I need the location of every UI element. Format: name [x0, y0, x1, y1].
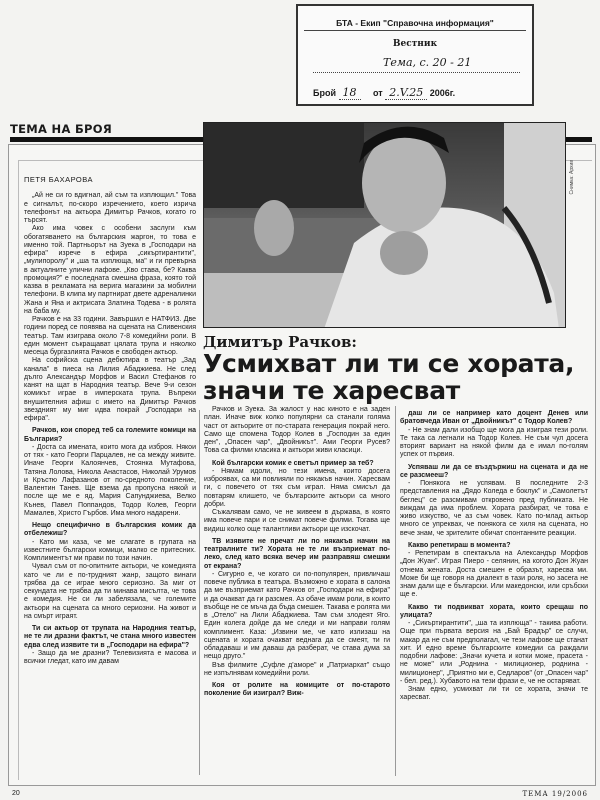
article-headline: Усмихват ли ти се хората, значи те харесват [203, 349, 575, 405]
interview-question: Нещо специфично в българския комик да отбележиш? [24, 522, 196, 538]
article-paragraph: Във филмите „Суфле д'аморе" и „Патриархат" също не изпълнявам комедийни роли. [204, 661, 390, 677]
column-divider [395, 406, 396, 776]
interview-question: Успяваш ли да се въздържиш на сцената и да не се разсмееш? [400, 463, 588, 479]
interview-question: Какво репетираш в момента? [408, 541, 511, 549]
article-paragraph: - Като ми каза, че ме слагате в групата на известните български комици, малко се притесних. Комплиментът ми прави по този начин. [24, 538, 196, 562]
article-paragraph: Ако има човек с особени заслуги към обогатяването на българския жаргон, то това е именно той. Партньорът на Зуека в „Господари на ефира" изрече в ефира „сикъртирантити", „мулипоролу" и „ша та изплюща, ма" и ги превърна в актуалните улични лафове. „Кво става, бе? Каква промоция?" е последната смешна фраза, която той казва в рекламата на верига магазини за мобилни телефони. В клипа му партнират двете адреналинки Жана и Яна и актрисата Златина Тодева - в ролята на баба му. [24, 225, 196, 315]
article-paragraph: - Защо да ме дразни? Телевизията е масова и всички гледат, като им давам [24, 649, 196, 665]
interview-question: Рачков, кои според теб са големите комици на България? [24, 427, 196, 443]
article-paragraph: Рачков е на 33 години. Завършил е НАТФИЗ. Две години поред се появява на сцената на Сливенския театър. Там изиграва около 7-8 комедийни роли. В един момент съкращават цялата трупа и няколко месеца бургазлията Рачков е свободен актьор. [24, 316, 196, 356]
stamp-issue-row [313, 86, 455, 99]
article-photo [203, 122, 566, 328]
article-paragraph: Рачков и Зуека. За жалост у нас киното е на заден план. Иначе виж колко популярни са станали голяма част от актьорите от по-старата генерация покрай него. Само ще спомена Тодор Колев в „Господин за един ден", „Опасен чар", „Двойникът". Ами Георги Русев? Това са филми класика и актьори живи класици. [204, 406, 390, 455]
article-paragraph: Съжалявам само, че не живеем в държава, в която има повече пари и се снимат повече филми. Тогава ще видиш колко още талантливи актьори ще изскочат. [204, 509, 390, 533]
stamp-publication: Тема, с. 20 - 21 [313, 56, 520, 73]
article-column-2 [204, 406, 390, 776]
article-paragraph: - Понякога не успявам. В последните 2-3 представления на „Дядо Коледа е боклук" и „Самолетът беглец" се разсмивам откровено пред публиката. Не виждам да има проблем. Хората разбират, че това е живо изкуство, че аз съм човек. Като по-млад актьор много се упреквах, че понякога се хиля на сцената, но вече знам, че зрителите обичат спонтанните реакции. [400, 480, 588, 537]
article-paragraph: „Ай не си го вдигнал, ай съм та изплющил." Това е сигналът, по-скоро изречението, което изрича телефонът на актьора Димитър Рачков, когато го търсят. [24, 192, 196, 224]
stamp-issue: 18 [339, 86, 361, 100]
interview-question: даш ли се например като доцент Денев или братовчеда Иван от „Двойникът" с Тодор Колев? [400, 410, 588, 426]
section-rule-left [10, 137, 205, 142]
archive-stamp [296, 4, 534, 106]
article-kicker: Димитър Рачков: [203, 333, 357, 351]
article-paragraph: - Сигурно е, че когато си по-популярен, привличаш повече публика в театъра. Възможно е хората в салона да ме възприемат като Рачков от „Господари на ефира" и да очакват да ги разсмея. Аз обаче имам роли, в които въобще не се мъча да бъда смешен. Такава е ролята ми в „Отело" на Лили Абаджиева. Там съм злодеят Яго. Един колега дойде да ме следи и ми направи голям комплимент. Каза: „Извини ме, че като излизаш на сцената и хората очакват веднага да се смеят, ти ги обладаваш и им даваш да разберат, че става дума за нещо друго." [204, 570, 390, 661]
article-column-3 [400, 406, 588, 776]
section-rule-right [565, 137, 592, 142]
page-number: 20 [12, 790, 20, 797]
interview-question: Ти си актьор от трупата на Народния театър, не те ли дразни фактът, че стана много известен едва след изявите ти в „Господари на ефира"? [24, 625, 196, 649]
stamp-issue-label: Брой [313, 88, 336, 98]
article-column-1 [24, 170, 196, 778]
article-author: ПЕТЯ БАХАРОВА [24, 175, 94, 184]
stamp-org: БТА - Екип "Справочна информация" [304, 18, 526, 31]
interview-question: Коя от ролите на комиците от по-старото поколение би изиграл? Виж- [204, 682, 390, 698]
interview-question: Какво ти подвикват хората, които срещаш по улицата? [400, 603, 588, 619]
article-paragraph: - „Сикъртирантити", „ша та изплюща" - такива работи. Още при първата версия на „Бай Брадър" се случи, макар да не съм предполагал, че тези лафове ще станат хит. И едно време българските комедии са раждали подобни лафове: „Значи кучета и котки може, прасета - не може" или „Роднина - милиционер, роднина - милиционер", „Приятно ми е, Седларов" (от „Опасен чар" - бел. ред.). Хубавото на тези фрази е, че не остаряват. [400, 620, 588, 685]
stamp-year: 2006г. [429, 88, 456, 98]
article-paragraph: - Репетирам в спектакъла на Александър Морфов „Дон Жуан". Играя Пиеро - селянин, на когото Дон Жуан отнема жената. Доста смешен е образът, харесва ми. Може би ще говоря на диалект в тази роля, но засега не знам дали ще е български. Или македонски, или сръбски ще е. [400, 550, 588, 599]
article-paragraph: - Доста са имената, които мога да изброя. Някои от тях - като Георги Парцалев, не са между живите. Иначе Георги Калоянчев, Стоянка Мутафова, Татяна Лолова, Никола Анастасов, Николай Урумов и Кръстю Лафазанов от по-средното поколение, Валентин Танев. Ще взема да пропусна някой и после ще ме е яд. Мария Сапунджиева, Велко Кънев, Павел Поппандов, Тодор Колев, Георги Мамалев, Христо Гърбов. Има много надарени. [24, 443, 196, 517]
interview-question: Кой български комик е светъл пример за теб? [212, 459, 374, 467]
stamp-date-label: от [373, 88, 383, 98]
portrait-photo-illustration [204, 123, 566, 328]
column-divider [199, 410, 200, 775]
photo-credit: Снимка: Архив [569, 160, 575, 195]
stamp-date: 2.V.25 [385, 86, 427, 100]
article-paragraph: Чувал съм от по-опитните актьори, че комедията като че ли е по-трудният жанр, защото винаги трябва да се играе много сериозно. За миг от секундата не трябва да ти минава мисълта, че това е комедия. Не си ли забелязала, че големите актьори на сцената са много сериозни. На живот и на смърт играят. [24, 563, 196, 620]
article-paragraph: - Нямам идоли, но тези имена, които досега изброявах, са ми повлияли по някакъв начин. Харесвам ги, с повечето от тях съм играл. Няма смисъл да повтарям клишето, че българските актьори са много добри. [204, 467, 390, 508]
article-paragraph: - Не знам дали изобщо ще мога да изиграя тези роли. Те така са легнали на Тодор Колев. Не съм чул досега вторият вариант на някой филм да е имал по-голям успех от първия. [400, 426, 588, 459]
interview-question: ТВ изявите не пречат ли по някакъв начин на театралните ти? Хората не те ли възприемат по-леко, след като всяка вечер им разправяш смешки от екрана? [204, 537, 390, 570]
footer-issue: ТЕМА 19/2006 [522, 790, 588, 798]
stamp-publication-label: Вестник [392, 39, 438, 49]
article-paragraph: На софийска сцена дебютира в театър „Зад канала" в пиеса на Лилия Абаджиева. Не след дълго Александър Морфов и Васил Стефанов го канят на щат в Народния театър. Вече 9-и сезон комикът играе в имперската трупа. Въпреки внушителния афиш с името на Димитър Рачков звездният му миг идва покрай „Господари на ефира". [24, 357, 196, 422]
section-title: ТЕМА НА БРОЯ [10, 122, 113, 136]
article-paragraph: Знам едно, усмихват ли ти се хората, значи те харесват. [400, 686, 588, 702]
